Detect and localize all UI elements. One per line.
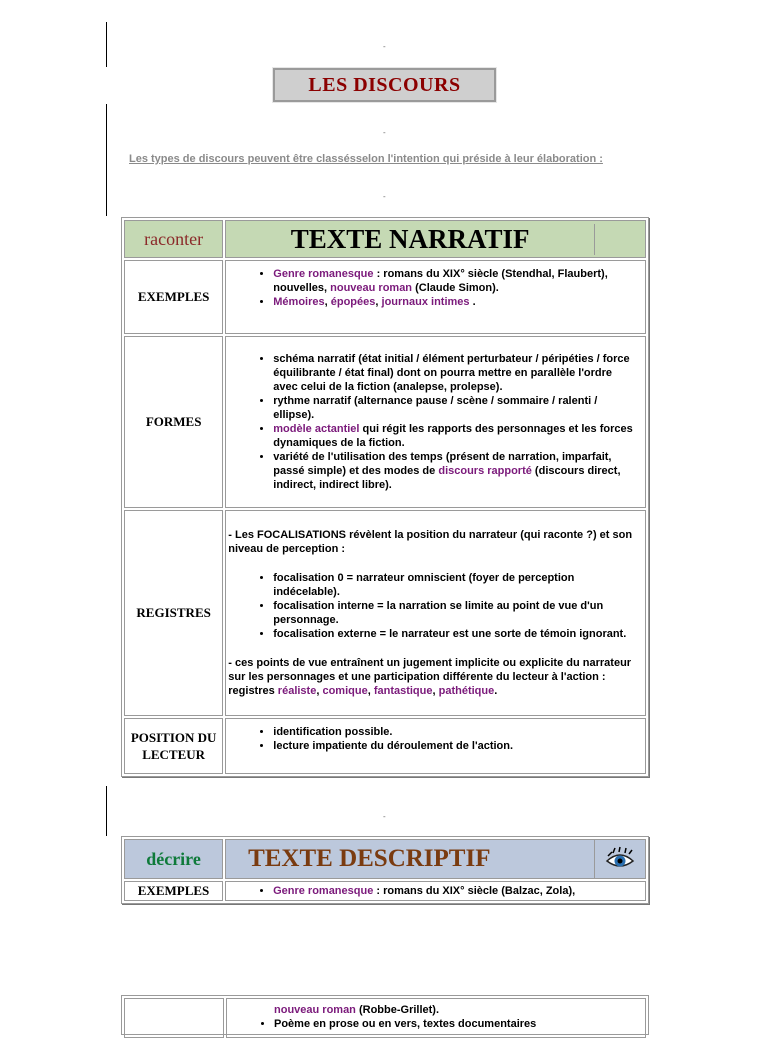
list-item: • identification possible. bbox=[273, 725, 639, 739]
list-item: • focalisation externe = le narrateur est une sorte de témoin ignorant. bbox=[273, 627, 639, 641]
page-title bbox=[273, 68, 496, 102]
continuation-content bbox=[226, 998, 646, 1038]
list-item: • Mémoires, épopées, journaux intimes . bbox=[273, 295, 639, 309]
list-item: • Genre romanesque : romans du XIX° siècle (Balzac, Zola), bbox=[273, 884, 639, 898]
position-content bbox=[225, 718, 646, 774]
continuation-table bbox=[121, 995, 649, 1035]
registres-content bbox=[225, 510, 646, 716]
position-label: POSITION DU LECTEUR bbox=[124, 718, 223, 774]
descriptif-table bbox=[121, 836, 649, 904]
formes-content bbox=[225, 336, 646, 508]
descriptif-verb: décrire bbox=[124, 839, 223, 879]
registres-label: REGISTRES bbox=[124, 510, 223, 716]
separator: - bbox=[383, 128, 386, 137]
continuation-label-cell bbox=[124, 998, 224, 1038]
list-item: • Poème en prose ou en vers, textes documentaires bbox=[274, 1017, 641, 1031]
registres-intro: - Les FOCALISATIONS révèlent la position du narrateur (qui raconte ?) et son niveau de perception : bbox=[228, 529, 633, 555]
intro-text: Les types de discours peuvent être classésselon l'intention qui préside à leur élaboration : bbox=[129, 153, 603, 165]
list-item: • schéma narratif (état initial / élément perturbateur / péripéties / force équilibrante / état final) dont on pourra mettre en parallèle l'ordre avec celui de la fiction (analepse, prolepse). bbox=[273, 352, 639, 394]
separator: - bbox=[383, 812, 386, 821]
continuation-line: nouveau roman (Robbe-Grillet). bbox=[274, 1004, 440, 1016]
narratif-verb: raconter bbox=[124, 220, 223, 258]
list-item: • focalisation interne = la narration se limite au point de vue d'un personnage. bbox=[273, 599, 639, 627]
list-item: • rythme narratif (alternance pause / scène / sommaire / ralenti / ellipse). bbox=[273, 394, 639, 422]
heading-side-cell bbox=[594, 224, 645, 255]
exemples-label: EXEMPLES bbox=[124, 260, 223, 334]
page-title-text: LES DISCOURS bbox=[308, 73, 461, 96]
list-item: • variété de l'utilisation des temps (présent de narration, imparfait, passé simple) et des modes de discours rapporté (discours direct, indirect, indirect libre). bbox=[273, 450, 639, 492]
list-item: • Genre romanesque : romans du XIX° siècle (Stendhal, Flaubert), nouvelles, nouveau roman (Claude Simon). bbox=[273, 267, 639, 295]
descriptif-exemples-label: EXEMPLES bbox=[124, 881, 223, 901]
descriptif-heading-text: TEXTE DESCRIPTIF bbox=[248, 845, 491, 872]
margin-line bbox=[106, 22, 107, 67]
exemples-content bbox=[225, 260, 646, 334]
list-item: • focalisation 0 = narrateur omniscient (foyer de perception indécelable). bbox=[273, 571, 639, 599]
narratif-heading bbox=[225, 220, 646, 258]
list-item: • lecture impatiente du déroulement de l'action. bbox=[273, 739, 639, 753]
separator: - bbox=[383, 42, 386, 51]
margin-line bbox=[106, 786, 107, 836]
eye-icon bbox=[594, 840, 645, 878]
formes-label: FORMES bbox=[124, 336, 223, 508]
narratif-heading-text: TEXTE NARRATIF bbox=[290, 223, 530, 254]
list-item: • modèle actantiel qui régit les rapports des personnages et les forces dynamiques de la fiction. bbox=[273, 422, 639, 450]
margin-line bbox=[106, 104, 107, 216]
narratif-table bbox=[121, 217, 649, 777]
separator: - bbox=[383, 192, 386, 201]
descriptif-heading bbox=[225, 839, 646, 879]
registres-outro: - ces points de vue entraînent un jugement implicite ou explicite du narrateur sur les personnages et une participation différente du lecteur à l'action : registres réaliste, comique, fantastique, pathétique. bbox=[228, 657, 632, 697]
descriptif-exemples-content bbox=[225, 881, 646, 901]
